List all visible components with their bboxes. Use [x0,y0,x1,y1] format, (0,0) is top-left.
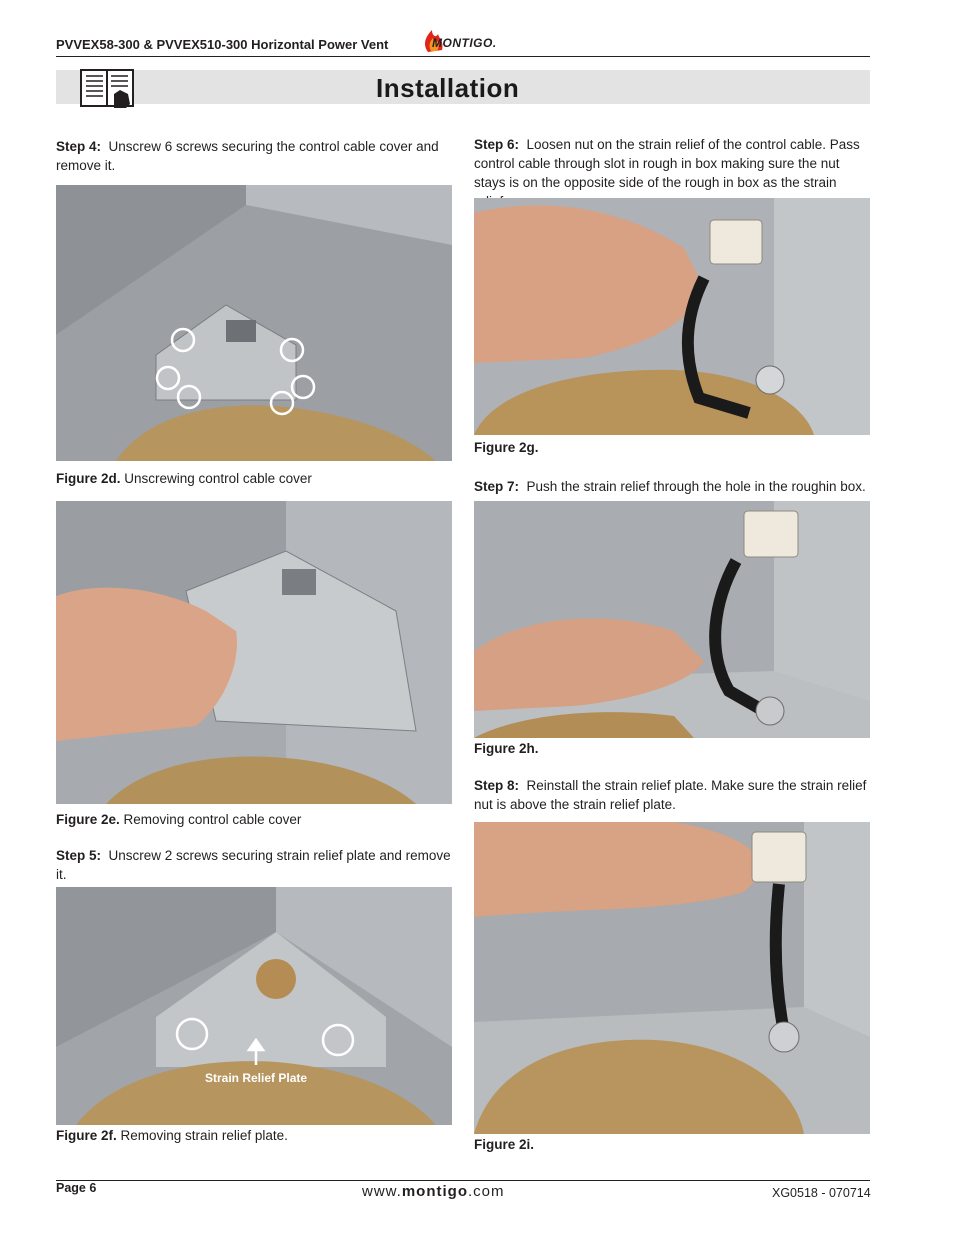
step-4-label: Step 4: [56,139,102,154]
step-8-label: Step 8: [474,778,520,793]
step-6-body: Loosen nut on the strain relief of the control cable. Pass control cable through slot in rough in box making sure the nut stays is on the opposite side of the rough in box as the strain [474,137,860,190]
page-number: Page 6 [56,1181,97,1195]
figure-2f-photo [56,887,452,1125]
step-8-text [474,776,870,814]
figure-2h-caption [474,741,539,756]
step-5-body: Unscrew 2 screws securing strain relief plate and remove it. [56,848,451,882]
header-rule [56,56,870,57]
step-7-body: Push the strain relief through the hole in the roughin box. [526,479,866,494]
figure-2h-label: Figure 2h. [474,741,539,756]
step-5-text [56,846,451,884]
strain-relief-plate-annotation: Strain Relief Plate [205,1071,308,1085]
footer-rule [56,1180,870,1181]
figure-2d-photo [56,185,452,461]
section-title: Installation [376,73,520,103]
figure-2e-label: Figure 2e. [56,812,120,827]
figure-2d-label: Figure 2d. [56,471,121,486]
step-7-text [474,477,870,496]
figure-2e-caption: Figure 2e. Removing control cable cover [56,812,302,827]
step-8-body: Reinstall the strain relief plate. Make sure the strain relief nut is above the strain relief plate. [474,778,867,812]
figure-2f-caption: Figure 2f. Removing strain relief plate. [56,1128,288,1143]
figure-2f-label: Figure 2f. [56,1128,117,1143]
figure-2g-label: Figure 2g. [474,440,539,455]
manual-book-icon [78,64,136,110]
step-4-text [56,137,451,175]
step-7-label: Step 7: [474,479,520,494]
step-6-label: Step 6: [474,137,520,152]
step-4-body: Unscrew 6 screws securing the control cable cover and remove it. [56,139,439,173]
figure-2e-photo [56,501,452,804]
figure-2d-caption: Figure 2d. Unscrewing control cable cover [56,471,312,486]
step-5-label: Step 5: [56,848,102,863]
figure-2i-label: Figure 2i. [474,1137,535,1152]
document-title: PVVEX58-300 & PVVEX510-300 Horizontal Power Vent [56,37,389,52]
figure-2g-photo [474,198,870,435]
section-banner [56,70,870,104]
document-code: XG0518 - 070714 [772,1186,871,1200]
figure-2i-caption [474,1137,534,1152]
figure-2g-caption [474,440,539,455]
website-url: www.montigo.com [362,1183,505,1200]
montigo-logo-text: MONTIGO. [432,36,497,50]
figure-2h-photo [474,501,870,738]
figure-2i-photo [474,822,870,1134]
